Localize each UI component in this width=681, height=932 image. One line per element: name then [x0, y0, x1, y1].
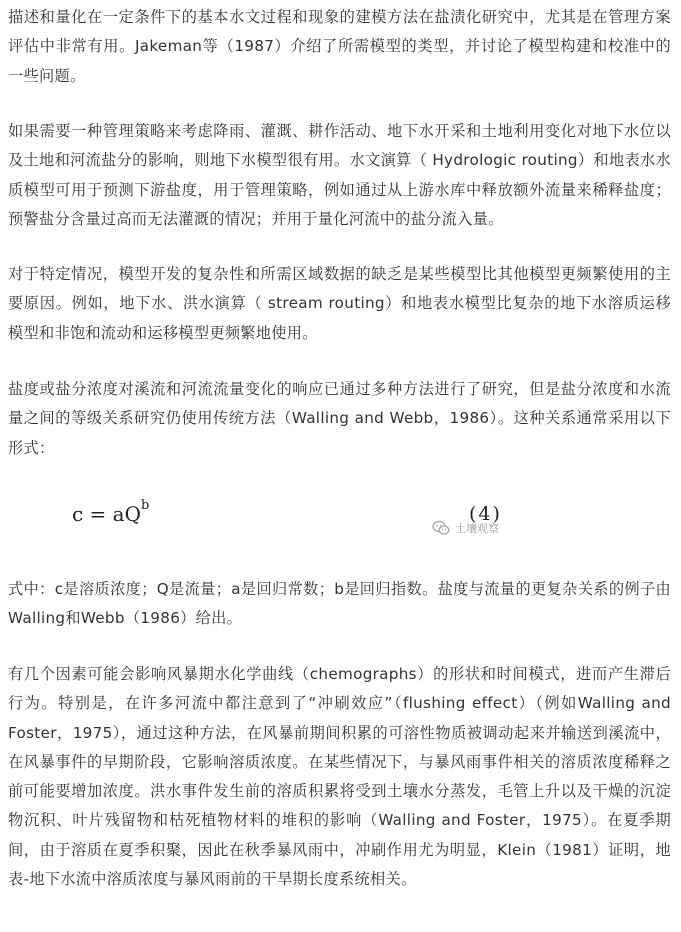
paragraph-model-complexity: 对于特定情况，模型开发的复杂性和所需区域数据的缺乏是某些模型比其他模型更频繁使用的主要原因。例如，地下水、洪水演算（ stream routing）和地表水模型比复杂的地下水溶质运移模型和非饱和流动和运移模型更频繁地使用。: [8, 265, 671, 342]
watermark-text: 土壤观察: [455, 522, 499, 535]
equation-base: c = aQ: [72, 502, 141, 526]
watermark: [432, 518, 499, 538]
equation-number: (4): [469, 503, 502, 525]
paragraph-groundwater-models: 如果需要一种管理策略来考虑降雨、灌溉、耕作活动、地下水开采和土地利用变化对地下水位以及土地和河流盐分的影响，则地下水模型很有用。水文演算（ Hydrologic routing）和地表水水质模型可用于预测下游盐度，用于管理策略，例如通过从上游水库中释放额外流量来稀释盐度；预警盐分含量过高而无法灌溉的情况；并用于量化河流中的盐分流入量。: [8, 122, 671, 228]
paragraph-flushing-effect: 有几个因素可能会影响风暴期水化学曲线（chemographs）的形状和时间模式，进而产生滞后行为。特别是，在许多河流中都注意到了“冲刷效应”（flushing effect）（例如Walling and Foster，1975），通过这种方法，在风暴前期间积累的可溶性物质被调动起来并输送到溪流中，在风暴事件的早期阶段，它影响溶质浓度。在某些情况下，与暴风雨事件相关的溶质浓度稀释之前可能要增加浓度。洪水事件发生前的溶质积累将受到土壤水分蒸发，毛管上升以及干燥的沉淀物沉积、叶片残留物和枯死植物材料的堆积的影响（Walling and Foster，1975）。在夏季期间，由于溶质在夏季积聚，因此在秋季暴风雨中，冲刷作用尤为明显，Klein（1981）证明，地表-地下水流中溶质浓度与暴风雨前的干旱期长度系统相关。: [8, 665, 671, 889]
paragraph-modeling-intro: 描述和量化在一定条件下的基本水文过程和现象的建模方法在盐渍化研究中，尤其是在管理方案评估中非常有用。Jakeman等（1987）介绍了所需模型的类型，并讨论了模型构建和校准中的一些问题。: [8, 8, 671, 85]
equation-exponent: b: [141, 498, 150, 513]
wechat-icon: [432, 520, 450, 536]
paragraph-salinity-flow: 盐度或盐分浓度对溪流和河流流量变化的响应已通过多种方法进行了研究，但是盐分浓度和水流量之间的等级关系研究仍使用传统方法（Walling and Webb，1986）。这种关系通常采用以下形式：: [8, 380, 671, 457]
equation: [72, 498, 150, 526]
paragraph-variable-definitions: 式中：c是溶质浓度；Q是流量；a是回归常数；b是回归指数。盐度与流量的更复杂关系的例子由Walling和Webb（1986）给出。: [8, 580, 671, 628]
